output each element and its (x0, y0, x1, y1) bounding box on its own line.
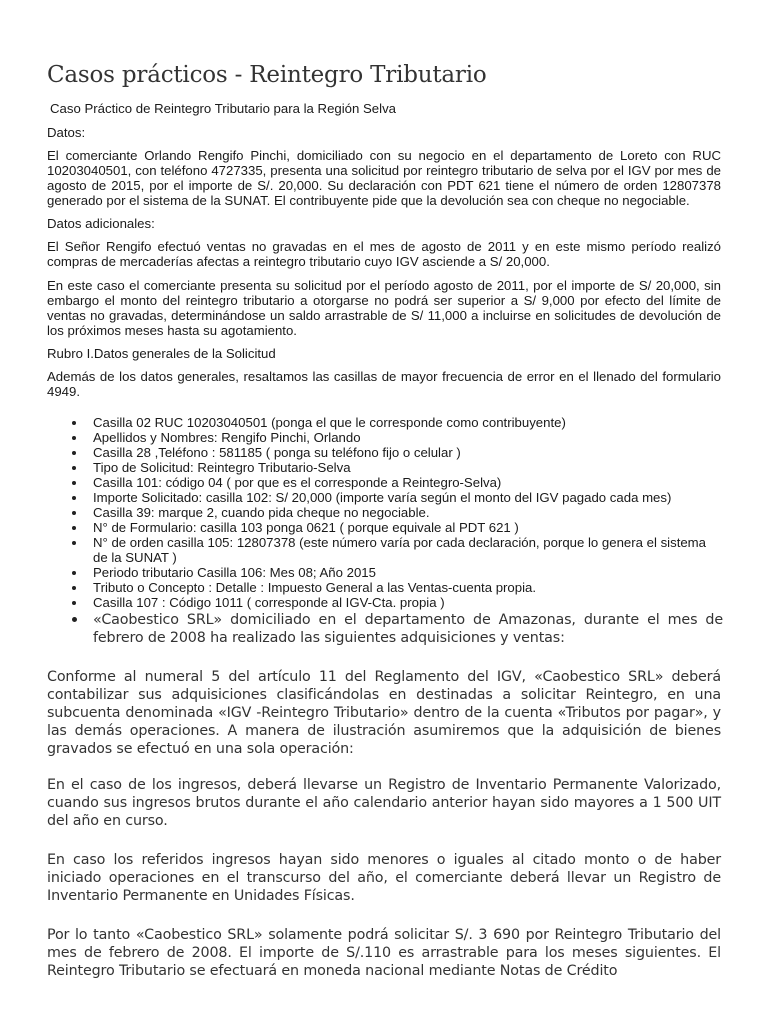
list-item: N° de Formulario: casilla 103 ponga 0621 ( porque equivale al PDT 621 ) (93, 520, 723, 535)
list-item: Periodo tributario Casilla 106: Mes 08; Año 2015 (93, 565, 723, 580)
ingresos-paragraph: En el caso de los ingresos, deberá llevarse un Registro de Inventario Permanente Valorizado, cuando sus ingresos brutos durante el año calendario anterior hayan sido mayores a 1 500 UIT del año en curso. (47, 777, 721, 829)
list-item: Tipo de Solicitud: Reintegro Tributario-Selva (93, 460, 723, 475)
casillas-list (93, 415, 723, 610)
por-lo-tanto-paragraph: Por lo tanto «Caobestico SRL» solamente podrá solicitar S/. 3 690 por Reintegro Tributario del mes de febrero de 2008. El importe de S/.110 es arrastrable para los meses siguientes. El Reintegro Tributario se efectuará en moneda nacional mediante Notas de Crédito (47, 927, 721, 979)
caobestico-list-item: «Caobestico SRL» domiciliado en el departamento de Amazonas, durante el mes de febrero de 2008 ha realizado las siguientes adquisiciones y ventas: (93, 612, 723, 646)
list-item: Casilla 101: código 04 ( por que es el corresponde a Reintegro-Selva) (93, 475, 723, 490)
list-item: Tributo o Concepto : Detalle : Impuesto General a las Ventas-cuenta propia. (93, 580, 723, 595)
datos-label: Datos: (47, 125, 86, 140)
datos-adicionales-label: Datos adicionales: (47, 216, 155, 231)
datos-paragraph: El comerciante Orlando Rengifo Pinchi, domiciliado con su negocio en el departamento de Loreto con RUC 10203040501, con teléfono 4727335, presenta una solicitud por reintegro tributario de selva por el IGV por mes de agosto de 2015, por el importe de S/. 20,000. Su declaración con PDT 621 tiene el número de orden 12807378 generado por el sistema de la SUNAT. El contribuyente pide que la devolución sea con cheque no negociable. (47, 148, 721, 208)
menores-paragraph: En caso los referidos ingresos hayan sido menores o iguales al citado monto o de haber iniciado operaciones en el transcurso del año, el comerciante deberá llevar un Registro de Inventario Permanente en Unidades Físicas. (47, 852, 721, 904)
list-item: Apellidos y Nombres: Rengifo Pinchi, Orlando (93, 430, 723, 445)
page-title: Casos prácticos - Reintegro Tributario (47, 62, 487, 88)
datos-adicionales-paragraph: El Señor Rengifo efectuó ventas no gravadas en el mes de agosto de 2011 y en este mismo período realizó compras de mercaderías afectas a reintegro tributario cuyo IGV asciende a S/ 20,000. (47, 239, 721, 269)
subtitle: Caso Práctico de Reintegro Tributario para la Región Selva (50, 101, 396, 116)
ademas-paragraph: Además de los datos generales, resaltamos las casillas de mayor frecuencia de error en el llenado del formulario 4949. (47, 369, 721, 399)
list-item: N° de orden casilla 105: 12807378 (este número varía por cada declaración, porque lo genera el sistema de la SUNAT ) (93, 535, 723, 565)
list-item: Importe Solicitado: casilla 102: S/ 20,000 (importe varía según el monto del IGV pagado cada mes) (93, 490, 723, 505)
conforme-paragraph: Conforme al numeral 5 del artículo 11 del Reglamento del IGV, «Caobestico SRL» deberá contabilizar sus adquisiciones clasificándolas en destinadas a solicitar Reintegro, en una subcuenta denominada «IGV -Reintegro Tributario» dentro de la cuenta «Tributos por pagar», y las demás operaciones. A manera de ilustración asumiremos que la adquisición de bienes gravados se efectuó en una sola operación: (47, 669, 721, 757)
list-item: Casilla 02 RUC 10203040501 (ponga el que le corresponde como contribuyente) (93, 415, 723, 430)
list-item: Casilla 39: marque 2, cuando pida cheque no negociable. (93, 505, 723, 520)
rubro-heading: Rubro I.Datos generales de la Solicitud (47, 346, 276, 361)
list-item: Casilla 28 ,Teléfono : 581185 ( ponga su teléfono fijo o celular ) (93, 445, 723, 460)
caso-paragraph: En este caso el comerciante presenta su solicitud por el período agosto de 2011, por el importe de S/ 20,000, sin embargo el monto del reintegro tributario a otorgarse no podrá ser superior a S/ 9,000 por efecto del límite de ventas no gravadas, determinándose un saldo arrastrable de S/ 11,000 a incluirse en solicitudes de devolución de los próximos meses hasta su agotamiento. (47, 278, 721, 338)
list-item: Casilla 107 : Código 1011 ( corresponde al IGV-Cta. propia ) (93, 595, 723, 610)
